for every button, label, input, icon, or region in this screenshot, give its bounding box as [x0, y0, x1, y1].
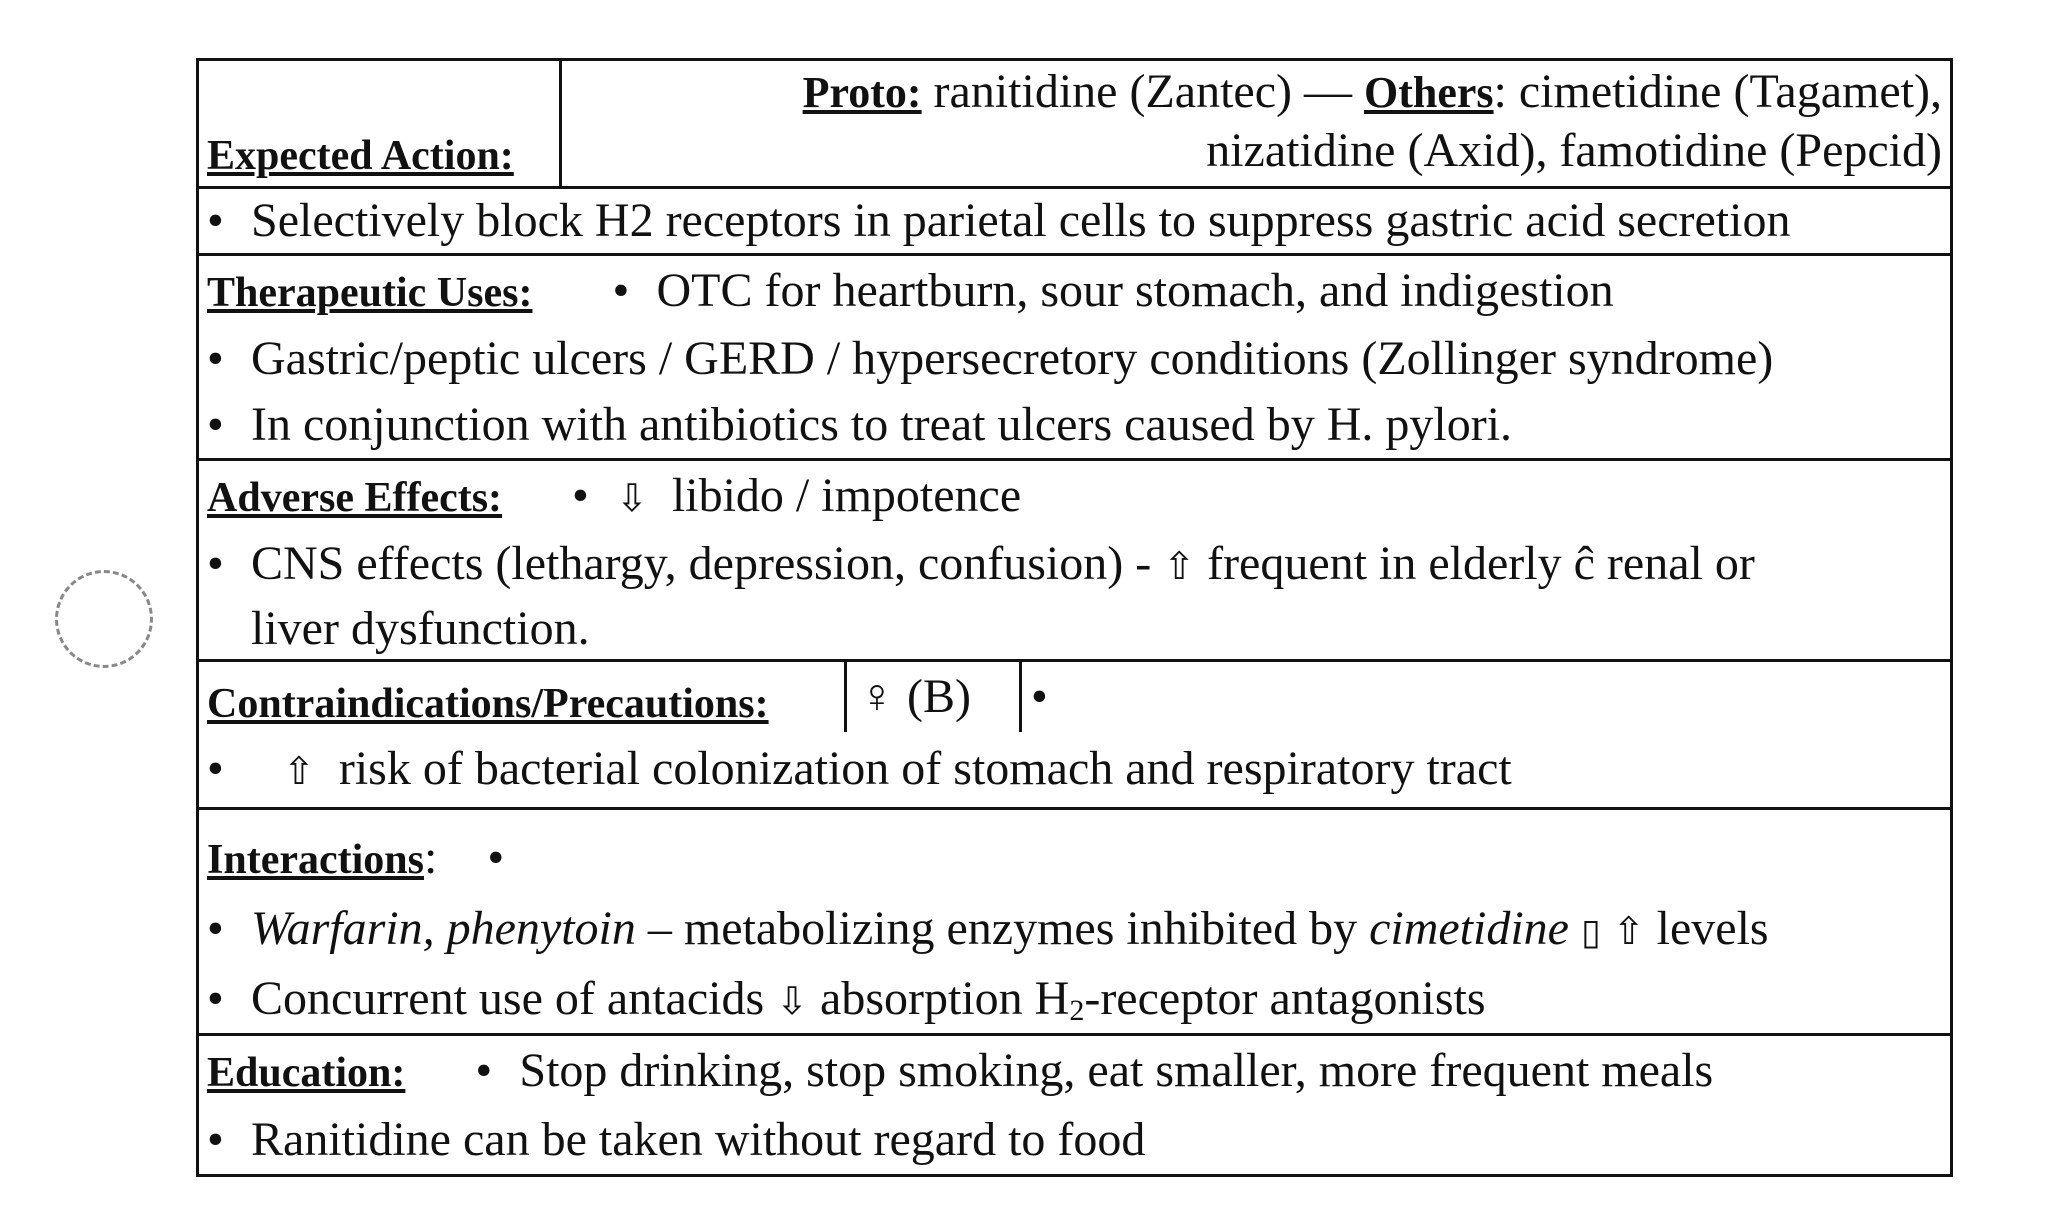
education-item-2: Ranitidine can be taken without regard to food: [251, 1113, 1146, 1166]
others-line2: nizatidine (Axid), famotidine (Pepcid): [1206, 124, 1942, 177]
action-bullet-section: • Selectively block H2 receptors in parietal cells to suppress gastric acid secretion: [199, 186, 1950, 253]
therapeutic-item-1: OTC for heartburn, sour stomach, and indigestion: [656, 264, 1614, 317]
therapeutic-item-3: In conjunction with antibiotics to treat ulcers caused by H. pylori.: [251, 398, 1513, 451]
missing-glyph-icon: ▯: [1580, 912, 1601, 952]
divider: [844, 662, 847, 732]
divider: [1019, 662, 1022, 732]
drug-card: [196, 58, 1953, 1177]
education-label: Education:: [207, 1050, 406, 1096]
education-section: Education: • Stop drinking, stop smoking, eat smaller, more frequent meals • Ranitidine can be taken without regard to food: [199, 1033, 1950, 1174]
empty-bullet: •: [1031, 670, 1048, 723]
interaction-drug: Warfarin, phenytoin: [251, 902, 636, 955]
proto-block: [803, 63, 1942, 180]
therapeutic-item-2: Gastric/peptic ulcers / GERD / hypersecretory conditions (Zollinger syndrome): [251, 332, 1774, 385]
others-text: : cimetidine (Tagamet),: [1493, 65, 1942, 118]
proto-label: Proto:: [802, 68, 922, 117]
adverse-item-2b: frequent in elderly ĉ renal or: [1195, 537, 1755, 590]
contraindications-label: Contraindications/Precautions:: [207, 681, 769, 727]
interactions-label: Interactions: [207, 837, 424, 883]
expected-action-section: [199, 61, 1950, 186]
therapeutic-uses-section: Therapeutic Uses: • OTC for heartburn, sour stomach, and indigestion • Gastric/peptic ulcers / GERD / hypersecretory conditions (Zollinger syndrome) • In conjunction with antibiotics to treat ulcers caused by H. pylori.: [199, 253, 1950, 458]
action-bullet: Selectively block H2 receptors in parietal cells to suppress gastric acid secretion: [251, 194, 1791, 247]
up-arrow-icon: ⇧: [1163, 544, 1196, 588]
empty-bullet: •: [487, 831, 505, 884]
adverse-effects-label: Adverse Effects:: [207, 475, 503, 521]
up-arrow-icon: ⇧: [283, 749, 315, 793]
down-arrow-icon: ⇩: [776, 979, 809, 1023]
adverse-item-2a: CNS effects (lethargy, depression, confusion) -: [251, 537, 1164, 590]
proto-text: ranitidine (Zantec) —: [921, 65, 1365, 118]
expected-action-label: Expected Action:: [207, 133, 514, 179]
up-arrow-icon: ⇧: [1612, 909, 1645, 953]
contraindication-item: risk of bacterial colonization of stomach and respiratory tract: [338, 742, 1512, 795]
adverse-item-1: libido / impotence: [671, 469, 1022, 522]
dashed-circle-marker: [55, 570, 153, 668]
therapeutic-uses-label: Therapeutic Uses:: [207, 270, 533, 316]
divider: [559, 61, 562, 186]
adverse-item-2c: liver dysfunction.: [251, 602, 590, 655]
interactions-section: Interactions: • • Warfarin, phenytoin – metabolizing enzymes inhibited by cimetidine ▯ ⇧ levels • Concurrent use of antacids ⇩ absorption $H_2$-receptor antagonists: [199, 807, 1950, 1033]
interaction-drug-2: cimetidine: [1369, 902, 1569, 955]
down-arrow-icon: ⇩: [616, 476, 648, 520]
contraindications-section: Contraindications/Precautions: ♀ (B) • • ⇧ risk of bacterial colonization of stomach and respiratory tract: [199, 659, 1950, 807]
adverse-effects-section: Adverse Effects: • ⇩ libido / impotence • CNS effects (lethargy, depression, confusion) - ⇧ frequent in elderly ĉ renal or liver dysfunction.: [199, 458, 1950, 659]
education-item-1: Stop drinking, stop smoking, eat smaller, more frequent meals: [519, 1044, 1714, 1097]
others-label: Others: [1364, 68, 1494, 117]
pregnancy-category: ♀ (B): [859, 670, 971, 723]
